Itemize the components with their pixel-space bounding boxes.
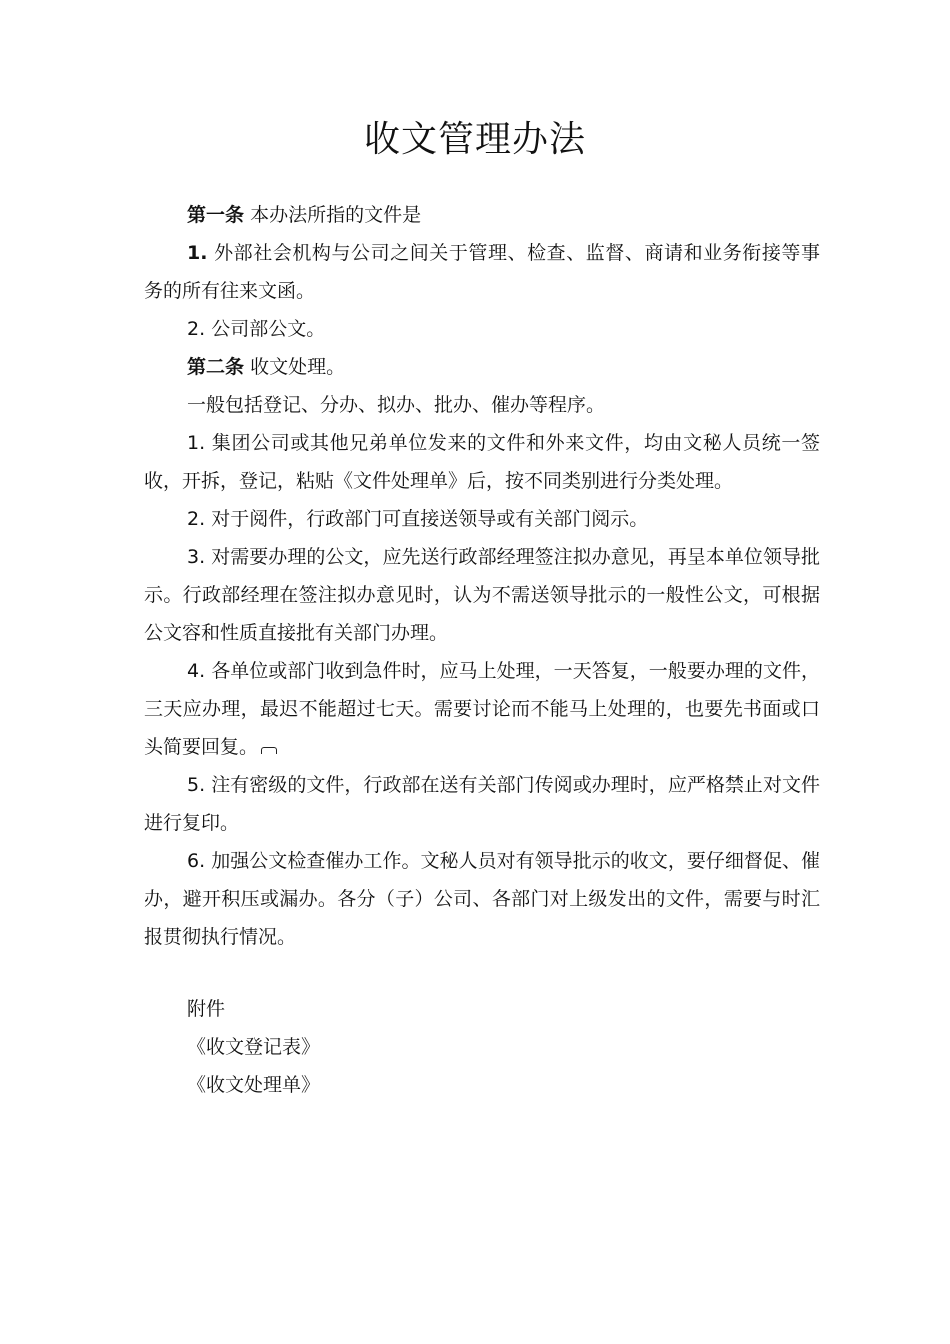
article-1-heading-paragraph: [144, 196, 820, 234]
item-text: 外部社会机构与公司之间关于管理、检查、监督、商请和业务衔接等事务的所有往来文函。: [144, 242, 820, 302]
item-number: 3.: [187, 546, 206, 568]
item-text: 公司部公文。: [211, 318, 326, 340]
item-number: 2.: [187, 318, 206, 340]
article-2-intro: 一般包括登记、分办、拟办、批办、催办等程序。: [187, 394, 606, 416]
document-title: 收文管理办法: [363, 119, 586, 160]
item-number: 6.: [187, 850, 206, 872]
article-2-text: 收文处理。: [250, 356, 346, 378]
article-2-item-3: [144, 538, 820, 652]
item-text: 对于阅件，行政部门可直接送领导或有关部门阅示。: [211, 508, 649, 530]
attachment-item: 《收文处理单》: [187, 1074, 321, 1096]
item-number: 2.: [187, 508, 206, 530]
article-1-heading: 第一条: [187, 204, 245, 226]
article-2-item-2: [144, 500, 820, 538]
article-2-item-5: [144, 766, 820, 842]
item-text: 注有密级的文件，行政部在送有关部门传阅或办理时，应严格禁止对文件进行复印。: [144, 774, 820, 834]
item-number: 1.: [187, 242, 208, 264]
item-text: 集团公司或其他兄弟单位发来的文件和外来文件，均由文秘人员统一签收，开拆，登记，粘贴《文件处理单》后，按不同类别进行分类处理。: [144, 432, 820, 492]
article-1-item-2: [144, 310, 820, 348]
edit-mark-icon: [261, 747, 277, 754]
article-1-item-1: [144, 234, 820, 310]
item-text: 各单位或部门收到急件时，应马上处理，一天答复，一般要办理的文件，三天应办理，最迟不能超过七天。需要讨论而不能马上处理的，也要先书面或口头简要回复。: [144, 660, 820, 758]
document-body: [144, 196, 820, 1104]
article-2-item-1: [144, 424, 820, 500]
item-number: 4.: [187, 660, 206, 682]
item-text: 加强公文检查催办工作。文秘人员对有领导批示的收文，要仔细督促、催办，避开积压或漏办。各分（子）公司、各部门对上级发出的文件，需要与时汇报贯彻执行情况。: [144, 850, 820, 948]
article-2-item-4: [144, 652, 820, 766]
item-number: 1.: [187, 432, 206, 454]
item-text: 对需要办理的公文，应先送行政部经理签注拟办意见，再呈本单位领导批示。行政部经理在签注拟办意见时，认为不需送领导批示的一般性公文，可根据公文容和性质直接批有关部门办理。: [144, 546, 820, 644]
attachments-label: 附件: [187, 998, 226, 1020]
article-2-item-6: [144, 842, 820, 956]
attachment-item: 《收文登记表》: [187, 1036, 321, 1058]
item-number: 5.: [187, 774, 206, 796]
article-2-heading: 第二条: [187, 356, 245, 378]
article-1-text: 本办法所指的文件是: [250, 204, 422, 226]
article-2-heading-paragraph: [144, 348, 820, 386]
section-spacer: [144, 956, 820, 990]
